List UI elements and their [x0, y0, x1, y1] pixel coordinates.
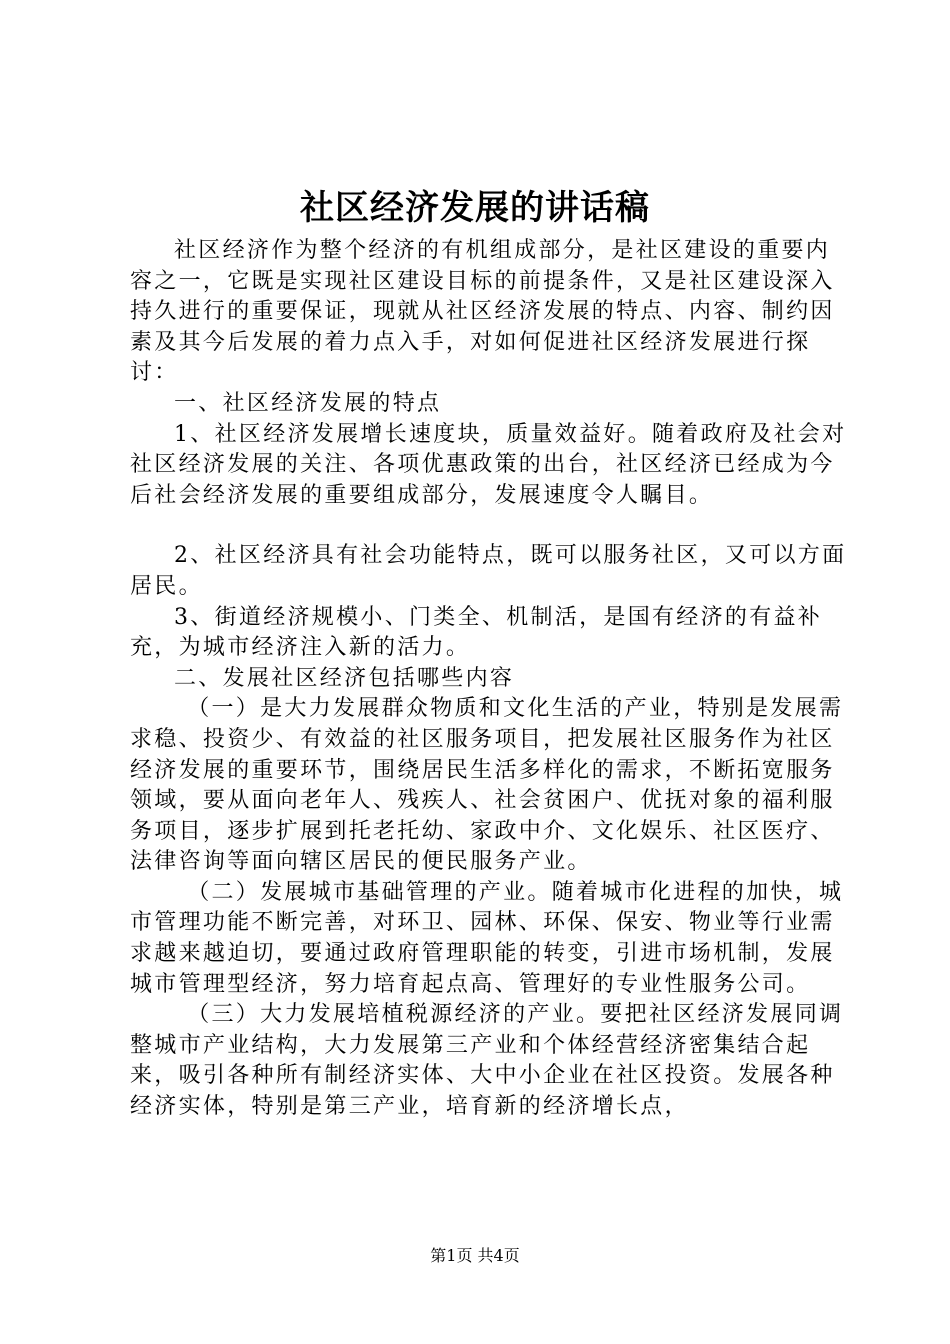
point-3-paragraph: 3、街道经济规模小、门类全、机制活，是国有经济的有益补充，为城市经济注入新的活力。 — [130, 604, 823, 661]
point-2-paragraph: 2、社区经济具有社会功能特点，既可以服务社区，又可以方面居民。 — [130, 543, 847, 599]
content-item-2-paragraph: （二）发展城市基础管理的产业。随着城市化进程的加快，城市管理功能不断完善，对环卫、园林、环保、保安、物业等行业需求越来越迫切，要通过政府管理职能的转变，引进市场机制，发展城市管理型经济，努力培育起点高、管理好的专业性服务公司。 — [130, 879, 844, 997]
content-item-3-paragraph: （三）大力发展培植税源经济的产业。要把社区经济发展同调整城市产业结构，大力发展第三产业和个体经营经济密集结合起来，吸引各种所有制经济实体、大中小企业在社区投资。发展各种经济实体，特别是第三产业，培育新的经济增长点， — [130, 1002, 844, 1120]
content-item-1-paragraph: （一）是大力发展群众物质和文化生活的产业，特别是发展需求稳、投资少、有效益的社区服务项目，把发展社区服务作为社区经济发展的重要环节，围绕居民生活多样化的需求，不断拓宽服务领域，要从面向老年人、残疾人、社会贫困户、优抚对象的福利服务项目，逐步扩展到托老托幼、家政中介、文化娱乐、社区医疗、法律咨询等面向辖区居民的便民服务产业。 — [130, 696, 844, 875]
section-heading-1: 一、社区经济发展的特点 — [174, 390, 442, 416]
section-heading-2: 二、发展社区经济包括哪些内容 — [174, 665, 515, 691]
document-body — [130, 236, 850, 1123]
intro-paragraph: 社区经济作为整个经济的有机组成部分，是社区建设的重要内容之一，它既是实现社区建设目标的前提条件，又是社区建设深入持久进行的重要保证，现就从社区经济发展的特点、内容、制约因素及其今后发展的着力点入手，对如何促进社区经济发展进行探讨： — [130, 238, 835, 386]
document-title: 社区经济发展的讲话稿 — [300, 188, 650, 228]
page-footer: 第1页 共4页 — [430, 1246, 520, 1265]
point-1-paragraph: 1、社区经济发展增长速度块，质量效益好。随着政府及社会对社区经济发展的关注、各项优惠政策的出台，社区经济已经成为今后社会经济发展的重要组成部分，发展速度令人瞩目。 — [130, 421, 847, 508]
